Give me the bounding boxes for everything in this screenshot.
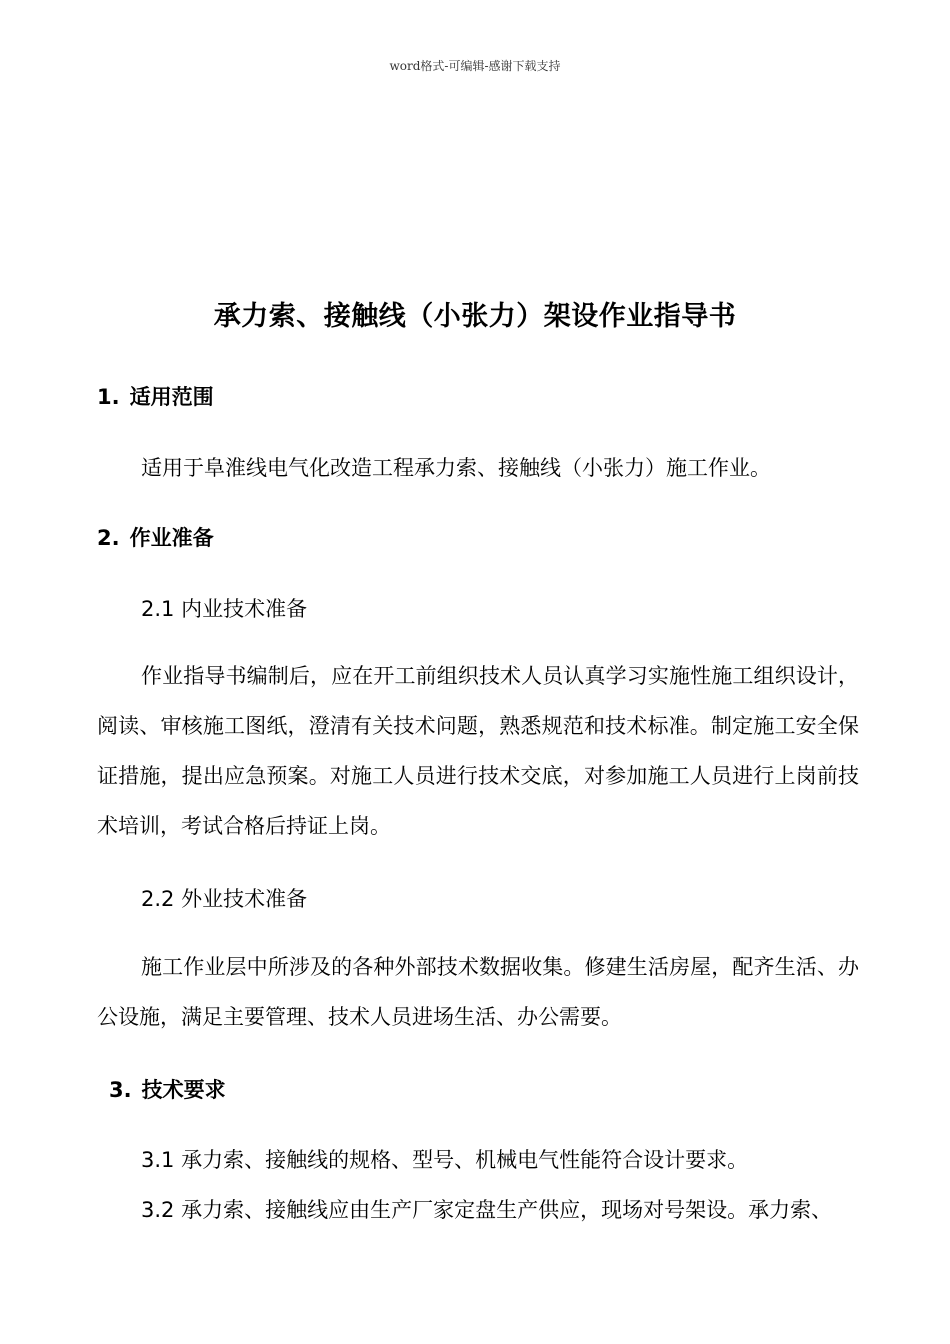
subsection-2-1-label: 2.1 内业技术准备 <box>141 597 308 621</box>
section-1-title: 适用范围 <box>129 385 214 409</box>
section-3-item-1: 3.1 承力索、接触线的规格、型号、机械电气性能符合设计要求。 <box>141 1148 749 1172</box>
section-1-text: 适用于阜淮线电气化改造工程承力索、接触线（小张力）施工作业。 <box>141 456 771 480</box>
section-1-heading <box>97 381 214 411</box>
section-1-number: 1. <box>97 385 120 409</box>
subsection-2-2-label: 2.2 外业技术准备 <box>141 887 308 911</box>
subsection-2-1-paragraph: 作业指导书编制后，应在开工前组织技术人员认真学习实施性施工组织设计，阅读、审核施工图纸，澄清有关技术问题，熟悉规范和技术标准。制定施工安全保证措施，提出应急预案。对施工人员进行技术交底，对参加施工人员进行上岗前技术培训，考试合格后持证上岗。 <box>97 664 859 838</box>
section-2-heading <box>97 522 214 552</box>
section-3-number: 3. <box>109 1078 132 1102</box>
subsection-2-2-paragraph: 施工作业层中所涉及的各种外部技术数据收集。修建生活房屋，配齐生活、办公设施，满足主要管理、技术人员进场生活、办公需要。 <box>97 955 859 1029</box>
section-3-title: 技术要求 <box>141 1078 226 1102</box>
section-3-heading <box>109 1074 226 1104</box>
document-title: 承力索、接触线（小张力）架设作业指导书 <box>213 301 737 332</box>
section-2-title: 作业准备 <box>129 526 214 550</box>
section-3-item-2: 3.2 承力索、接触线应由生产厂家定盘生产供应，现场对号架设。承力索、 <box>141 1198 833 1222</box>
section-2-number: 2. <box>97 526 120 550</box>
header-note: word格式-可编辑-感谢下载支持 <box>389 59 561 73</box>
